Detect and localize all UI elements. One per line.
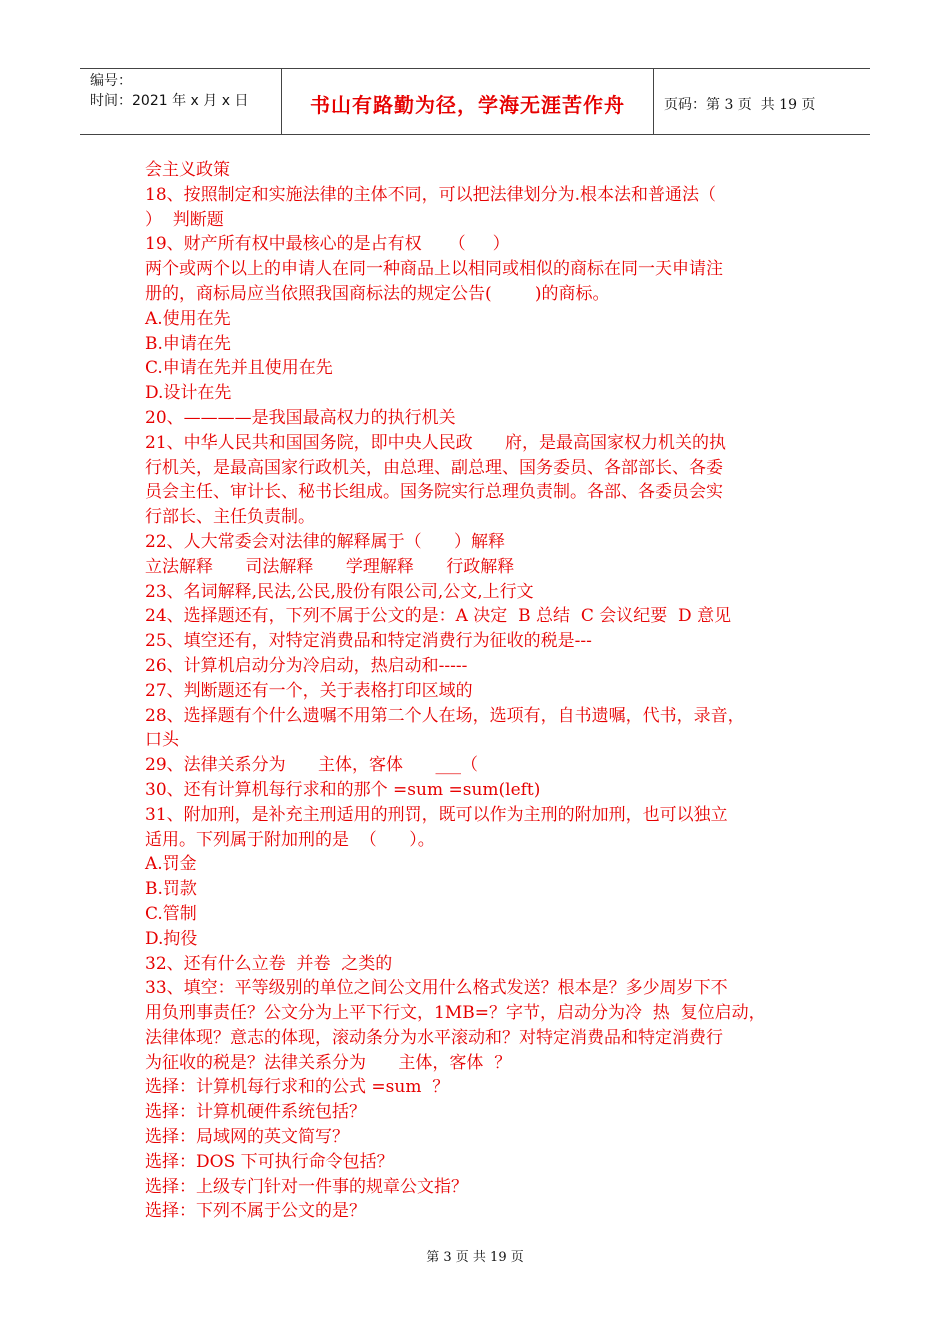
text-line: D.拘役 <box>145 928 198 949</box>
text-line: 立法解释 司法解释 学理解释 行政解释 <box>145 556 515 577</box>
text-line: A.罚金 <box>145 854 197 875</box>
text-line: 26、计算机启动分为冷启动，热启动和----- <box>145 655 468 676</box>
text-line: 30、还有计算机每行求和的那个 =sum =sum(left) <box>145 779 541 800</box>
text-line: C.管制 <box>145 903 197 924</box>
text-line: 选择：局域网的英文简写？ <box>145 1127 349 1148</box>
text-line: 法律体现？意志的体现，滚动条分为水平滚动和？对特定消费品和特定消费行 <box>145 1027 723 1048</box>
text-line: 23、名词解释,民法,公民,股份有限公司,公文,上行文 <box>145 581 534 602</box>
text-line: 31、附加刑，是补充主刑适用的刑罚，既可以作为主刑的附加刑，也可以独立 <box>145 804 728 825</box>
header-meta <box>80 69 282 134</box>
text-line: 29、法律关系分为 主体，客体 ___（ <box>145 755 478 776</box>
text-line: 用负刑事责任？公文分为上平下行文，1MB=？字节，启动分为冷 热 复位启动， <box>145 1003 766 1024</box>
text-line: 27、判断题还有一个，关于表格打印区域的 <box>145 680 473 701</box>
text-line: 19、财产所有权中最核心的是占有权 （ ） <box>145 234 510 255</box>
text-line: 21、中华人民共和国国务院，即中央人民政 府，是最高国家权力机关的执 <box>145 432 727 453</box>
text-line: B.罚款 <box>145 879 197 900</box>
document-body <box>145 158 825 1224</box>
text-line: 行机关，是最高国家行政机关，由总理、副总理、国务委员、各部部长、各委 <box>145 457 723 478</box>
text-line: 选择：DOS 下可执行命令包括？ <box>145 1151 394 1172</box>
text-line: 为征收的税是？法律关系分为 主体，客体 ？ <box>145 1052 512 1073</box>
page-footer: 第 3 页 共 19 页 <box>426 1250 524 1265</box>
text-line: 册的，商标局应当依照我国商标法的规定公告( )的商标。 <box>145 283 610 304</box>
text-line: 选择：计算机每行求和的公式 =sum ？ <box>145 1077 450 1098</box>
header-number-label: 编号： <box>90 73 132 89</box>
text-line: 18、按照制定和实施法律的主体不同，可以把法律划分为.根本法和普通法（ <box>145 184 717 205</box>
text-line: D.设计在先 <box>145 383 232 404</box>
page-header <box>80 68 870 135</box>
text-line: 选择：下列不属于公文的是？ <box>145 1201 366 1222</box>
text-line: 24、选择题还有，下列不属于公文的是：A 决定 B 总结 C 会议纪要 D 意见 <box>145 606 732 627</box>
header-motto: 书山有路勤为径，学海无涯苦作舟 <box>282 69 654 134</box>
header-page-info <box>654 69 870 134</box>
text-line: 行部长、主任负责制。 <box>145 507 315 528</box>
header-date-label: 时间：2021 年 x 月 x 日 <box>90 93 249 109</box>
text-line: 选择：上级专门针对一件事的规章公文指？ <box>145 1176 468 1197</box>
text-line: 20、————是我国最高权力的执行机关 <box>145 407 456 428</box>
text-line: 25、填空还有，对特定消费品和特定消费行为征收的税是--- <box>145 631 592 652</box>
text-line: 32、还有什么立卷 并卷 之类的 <box>145 953 393 974</box>
text-line: ） 判断题 <box>145 209 224 230</box>
text-line: 口头 <box>145 730 179 751</box>
text-line: A.使用在先 <box>145 308 231 329</box>
text-line: 两个或两个以上的申请人在同一种商品上以相同或相似的商标在同一天申请注 <box>145 259 723 280</box>
text-line: 适用。下列属于附加刑的是 （ ）。 <box>145 829 435 850</box>
text-line: 选择：计算机硬件系统包括？ <box>145 1102 366 1123</box>
header-page-label: 页码：第 3 页 共 19 页 <box>664 96 816 113</box>
text-line: C.申请在先并且使用在先 <box>145 358 333 379</box>
text-line: B.申请在先 <box>145 333 231 354</box>
text-line: 员会主任、审计长、秘书长组成。国务院实行总理负责制。各部、各委员会实 <box>145 482 723 503</box>
text-line: 28、选择题有个什么遗嘱不用第二个人在场，选项有，自书遗嘱，代书，录音， <box>145 705 745 726</box>
text-line: 22、人大常委会对法律的解释属于（ ）解释 <box>145 531 506 552</box>
text-line: 会主义政策 <box>145 160 230 180</box>
text-line: 33、填空：平等级别的单位之间公文用什么格式发送？根本是？多少周岁下不 <box>145 978 728 999</box>
